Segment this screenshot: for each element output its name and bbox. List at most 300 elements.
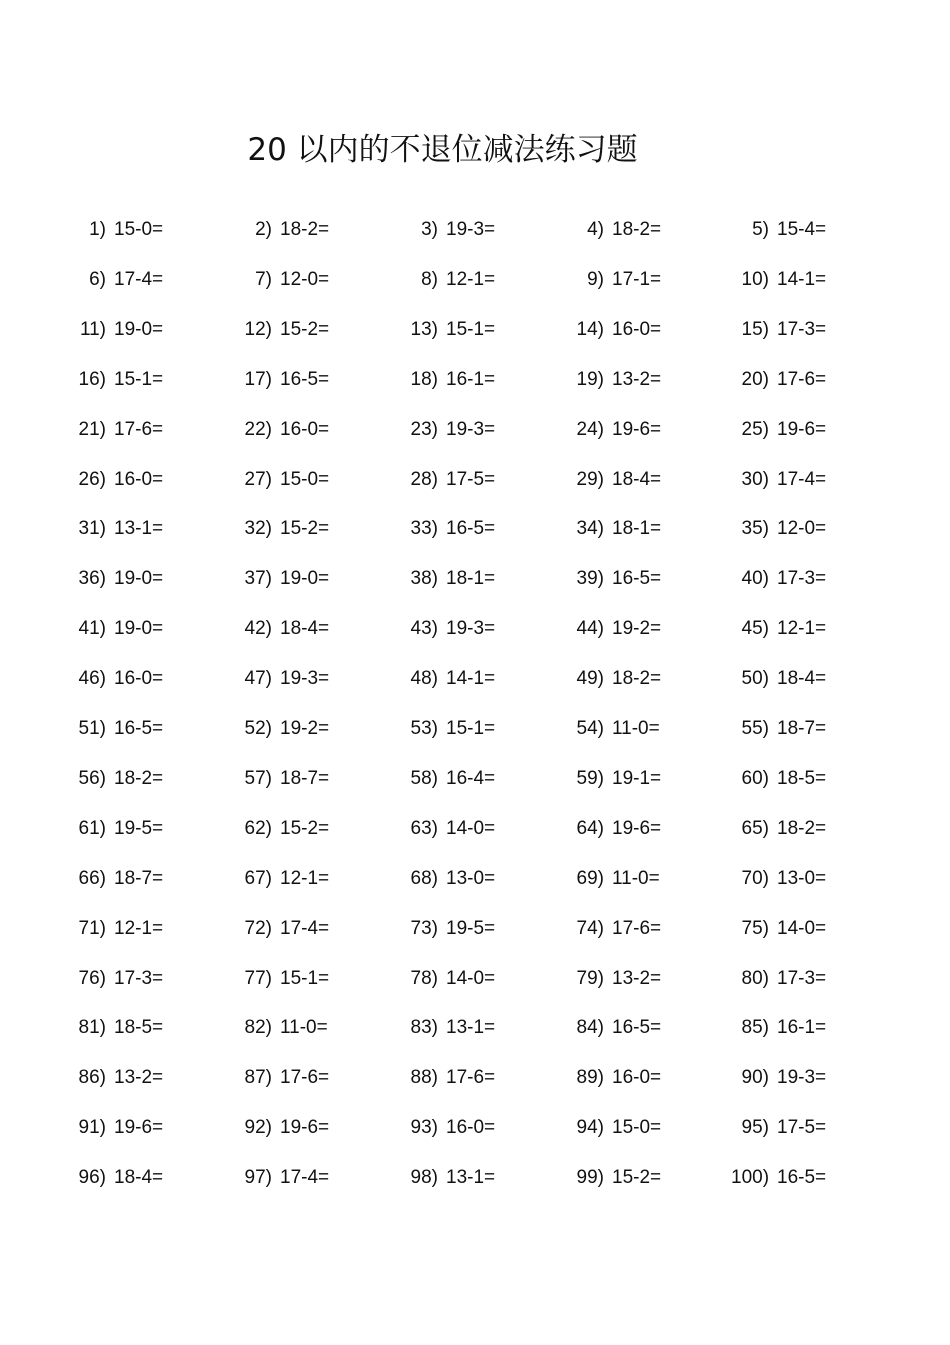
problem-item bbox=[234, 1116, 329, 1140]
problem-item bbox=[68, 667, 163, 691]
problem-number: 95) bbox=[741, 1117, 769, 1138]
problem-number: 57) bbox=[244, 768, 272, 789]
problem-number: 48) bbox=[410, 668, 438, 689]
problem-expression: 17-3= bbox=[114, 968, 164, 989]
problem-item bbox=[731, 268, 826, 292]
problem-expression: 11-0= bbox=[612, 718, 660, 739]
problem-expression: 16-4= bbox=[446, 768, 496, 789]
problem-number: 33) bbox=[410, 518, 438, 539]
problem-expression: 19-5= bbox=[446, 918, 496, 939]
problem-item bbox=[566, 1066, 661, 1090]
problem-expression: 17-4= bbox=[777, 469, 827, 490]
problem-number: 97) bbox=[244, 1167, 272, 1188]
problem-expression: 17-6= bbox=[280, 1067, 330, 1088]
problem-expression: 12-1= bbox=[280, 868, 330, 889]
problem-expression: 15-2= bbox=[280, 319, 330, 340]
problem-expression: 19-2= bbox=[612, 618, 662, 639]
problem-number: 29) bbox=[576, 469, 604, 490]
problem-item bbox=[400, 218, 495, 242]
problem-item bbox=[400, 1166, 495, 1190]
problem-number: 28) bbox=[410, 469, 438, 490]
problem-expression: 15-2= bbox=[612, 1167, 662, 1188]
problem-number: 65) bbox=[741, 818, 769, 839]
problem-expression: 19-6= bbox=[777, 419, 827, 440]
problem-item bbox=[400, 318, 495, 342]
problem-number: 37) bbox=[244, 568, 272, 589]
problem-item bbox=[68, 917, 163, 941]
problem-item bbox=[400, 867, 495, 891]
problem-number: 6) bbox=[89, 269, 106, 290]
problem-number: 91) bbox=[78, 1117, 106, 1138]
problem-item bbox=[566, 817, 661, 841]
problem-number: 9) bbox=[587, 269, 604, 290]
problem-item bbox=[400, 917, 495, 941]
problem-expression: 15-1= bbox=[114, 369, 164, 390]
problem-expression: 17-4= bbox=[280, 918, 330, 939]
problem-number: 60) bbox=[741, 768, 769, 789]
problem-expression: 13-2= bbox=[612, 369, 662, 390]
problem-expression: 13-1= bbox=[114, 518, 164, 539]
problem-number: 31) bbox=[78, 518, 106, 539]
problem-item bbox=[68, 1016, 163, 1040]
problem-expression: 19-3= bbox=[446, 219, 496, 240]
problem-number: 58) bbox=[410, 768, 438, 789]
problem-number: 42) bbox=[244, 618, 272, 639]
problem-item bbox=[731, 967, 826, 991]
problem-expression: 11-0= bbox=[612, 868, 660, 889]
problem-item bbox=[68, 867, 163, 891]
problem-item bbox=[731, 1066, 826, 1090]
problem-item bbox=[566, 218, 661, 242]
problem-item bbox=[400, 717, 495, 741]
problem-number: 68) bbox=[410, 868, 438, 889]
problem-number: 75) bbox=[741, 918, 769, 939]
problem-number: 34) bbox=[576, 518, 604, 539]
problem-item bbox=[68, 468, 163, 492]
problem-item bbox=[731, 717, 826, 741]
problem-item bbox=[400, 817, 495, 841]
problem-item bbox=[731, 517, 826, 541]
problem-number: 80) bbox=[741, 968, 769, 989]
problem-item bbox=[731, 418, 826, 442]
problem-item bbox=[234, 567, 329, 591]
problem-expression: 13-2= bbox=[612, 968, 662, 989]
problem-number: 50) bbox=[741, 668, 769, 689]
problem-number: 2) bbox=[255, 219, 272, 240]
problem-expression: 15-0= bbox=[114, 219, 164, 240]
problem-expression: 19-0= bbox=[114, 319, 164, 340]
problem-item bbox=[234, 368, 329, 392]
problem-number: 21) bbox=[78, 419, 106, 440]
problem-number: 94) bbox=[576, 1117, 604, 1138]
problem-number: 7) bbox=[255, 269, 272, 290]
problem-item bbox=[234, 667, 329, 691]
problem-item bbox=[731, 867, 826, 891]
problem-item bbox=[234, 767, 329, 791]
problem-item bbox=[234, 318, 329, 342]
problem-item bbox=[68, 268, 163, 292]
problem-number: 27) bbox=[244, 469, 272, 490]
problem-item bbox=[68, 517, 163, 541]
problem-number: 96) bbox=[78, 1167, 106, 1188]
problem-expression: 14-1= bbox=[446, 668, 496, 689]
problem-expression: 14-0= bbox=[446, 818, 496, 839]
problem-item bbox=[400, 567, 495, 591]
problem-number: 45) bbox=[741, 618, 769, 639]
problem-item bbox=[400, 1016, 495, 1040]
problem-number: 32) bbox=[244, 518, 272, 539]
problem-number: 87) bbox=[244, 1067, 272, 1088]
problem-number: 90) bbox=[741, 1067, 769, 1088]
problem-item bbox=[731, 917, 826, 941]
problem-number: 25) bbox=[741, 419, 769, 440]
problem-expression: 19-3= bbox=[446, 618, 496, 639]
problem-item bbox=[566, 318, 661, 342]
problem-item bbox=[566, 917, 661, 941]
problem-expression: 19-0= bbox=[114, 568, 164, 589]
problem-expression: 16-1= bbox=[446, 369, 496, 390]
problem-number: 82) bbox=[244, 1017, 272, 1038]
problem-expression: 16-5= bbox=[612, 568, 662, 589]
problem-number: 84) bbox=[576, 1017, 604, 1038]
problem-expression: 19-3= bbox=[280, 668, 330, 689]
problem-number: 30) bbox=[741, 469, 769, 490]
problem-item bbox=[400, 1116, 495, 1140]
problem-number: 18) bbox=[410, 369, 438, 390]
problem-expression: 17-5= bbox=[446, 469, 496, 490]
problem-item bbox=[731, 617, 826, 641]
problem-number: 83) bbox=[410, 1017, 438, 1038]
problem-number: 38) bbox=[410, 568, 438, 589]
problem-item bbox=[400, 418, 495, 442]
problem-number: 69) bbox=[576, 868, 604, 889]
problem-expression: 19-6= bbox=[612, 818, 662, 839]
problem-number: 10) bbox=[741, 269, 769, 290]
problem-item bbox=[234, 867, 329, 891]
problem-number: 46) bbox=[78, 668, 106, 689]
problem-number: 79) bbox=[576, 968, 604, 989]
problem-number: 44) bbox=[576, 618, 604, 639]
problem-item bbox=[731, 1116, 826, 1140]
problem-number: 43) bbox=[410, 618, 438, 639]
problem-expression: 14-1= bbox=[777, 269, 827, 290]
problem-expression: 19-6= bbox=[612, 419, 662, 440]
problem-item bbox=[400, 368, 495, 392]
problem-expression: 12-1= bbox=[777, 618, 827, 639]
problem-item bbox=[400, 617, 495, 641]
problem-number: 52) bbox=[244, 718, 272, 739]
problem-number: 39) bbox=[576, 568, 604, 589]
problem-expression: 17-5= bbox=[777, 1117, 827, 1138]
problem-expression: 18-2= bbox=[280, 219, 330, 240]
problem-expression: 19-0= bbox=[114, 618, 164, 639]
problem-number: 98) bbox=[410, 1167, 438, 1188]
problem-expression: 15-4= bbox=[777, 219, 827, 240]
problem-number: 40) bbox=[741, 568, 769, 589]
problem-expression: 17-4= bbox=[280, 1167, 330, 1188]
problem-expression: 15-1= bbox=[280, 968, 330, 989]
problem-number: 16) bbox=[78, 369, 106, 390]
problem-item bbox=[400, 967, 495, 991]
problem-expression: 18-2= bbox=[612, 668, 662, 689]
problem-expression: 16-1= bbox=[777, 1017, 827, 1038]
problem-expression: 16-0= bbox=[114, 668, 164, 689]
problem-expression: 19-3= bbox=[446, 419, 496, 440]
problem-number: 12) bbox=[244, 319, 272, 340]
problem-item bbox=[566, 867, 660, 891]
problem-expression: 13-0= bbox=[446, 868, 496, 889]
page-title: 20 以内的不退位减法练习题 bbox=[247, 132, 638, 168]
problem-expression: 15-2= bbox=[280, 518, 330, 539]
problem-item bbox=[400, 468, 495, 492]
problem-number: 56) bbox=[78, 768, 106, 789]
problem-item bbox=[68, 967, 163, 991]
problem-expression: 18-4= bbox=[612, 469, 662, 490]
problem-expression: 13-2= bbox=[114, 1067, 164, 1088]
problem-item bbox=[234, 517, 329, 541]
problem-number: 93) bbox=[410, 1117, 438, 1138]
problem-number: 86) bbox=[78, 1067, 106, 1088]
problem-expression: 17-4= bbox=[114, 269, 164, 290]
problem-item bbox=[68, 767, 163, 791]
problem-item bbox=[400, 767, 495, 791]
problem-expression: 18-5= bbox=[777, 768, 827, 789]
problem-item bbox=[566, 1116, 661, 1140]
problem-number: 47) bbox=[244, 668, 272, 689]
problem-number: 11) bbox=[79, 319, 106, 340]
problem-expression: 18-5= bbox=[114, 1017, 164, 1038]
problem-expression: 19-5= bbox=[114, 818, 164, 839]
problem-expression: 12-0= bbox=[280, 269, 330, 290]
problem-number: 72) bbox=[244, 918, 272, 939]
problem-item bbox=[68, 567, 163, 591]
problem-expression: 13-1= bbox=[446, 1017, 496, 1038]
problem-number: 53) bbox=[410, 718, 438, 739]
problem-expression: 17-6= bbox=[446, 1067, 496, 1088]
problem-item bbox=[400, 1066, 495, 1090]
problem-number: 59) bbox=[576, 768, 604, 789]
problem-item bbox=[68, 318, 163, 342]
problem-number: 41) bbox=[78, 618, 106, 639]
problem-number: 73) bbox=[410, 918, 438, 939]
problem-expression: 18-1= bbox=[446, 568, 496, 589]
problem-item bbox=[566, 567, 661, 591]
problem-item bbox=[234, 917, 329, 941]
problem-number: 14) bbox=[576, 319, 604, 340]
problem-expression: 16-0= bbox=[446, 1117, 496, 1138]
problem-expression: 12-1= bbox=[446, 269, 496, 290]
problem-expression: 19-6= bbox=[280, 1117, 330, 1138]
problem-expression: 19-1= bbox=[612, 768, 662, 789]
problem-expression: 12-1= bbox=[114, 918, 164, 939]
problem-item bbox=[234, 1066, 329, 1090]
problem-expression: 19-0= bbox=[280, 568, 330, 589]
problem-number: 77) bbox=[244, 968, 272, 989]
problem-item bbox=[400, 667, 495, 691]
problem-expression: 17-6= bbox=[114, 419, 164, 440]
problem-expression: 18-2= bbox=[114, 768, 164, 789]
problem-number: 36) bbox=[78, 568, 106, 589]
problem-number: 23) bbox=[410, 419, 438, 440]
problem-number: 61) bbox=[78, 818, 106, 839]
problem-expression: 18-2= bbox=[777, 818, 827, 839]
problem-expression: 18-4= bbox=[114, 1167, 164, 1188]
problem-item bbox=[566, 617, 661, 641]
problem-number: 89) bbox=[576, 1067, 604, 1088]
problem-item bbox=[68, 368, 163, 392]
problem-expression: 16-5= bbox=[777, 1167, 827, 1188]
problem-expression: 16-0= bbox=[114, 469, 164, 490]
problem-item bbox=[731, 817, 826, 841]
problem-item bbox=[731, 318, 826, 342]
problem-expression: 14-0= bbox=[446, 968, 496, 989]
problem-number: 67) bbox=[244, 868, 272, 889]
problem-expression: 15-2= bbox=[280, 818, 330, 839]
problem-number: 92) bbox=[244, 1117, 272, 1138]
problem-number: 19) bbox=[576, 369, 604, 390]
problem-item bbox=[234, 617, 329, 641]
problem-expression: 19-3= bbox=[777, 1067, 827, 1088]
problem-item bbox=[234, 817, 329, 841]
problem-item bbox=[68, 418, 163, 442]
problem-expression: 18-7= bbox=[280, 768, 330, 789]
problem-item bbox=[68, 1166, 163, 1190]
problem-item bbox=[234, 1016, 328, 1040]
problem-expression: 13-1= bbox=[446, 1167, 496, 1188]
problem-expression: 17-6= bbox=[777, 369, 827, 390]
problem-item bbox=[566, 1016, 661, 1040]
problem-expression: 17-3= bbox=[777, 319, 827, 340]
problem-number: 20) bbox=[741, 369, 769, 390]
problem-number: 22) bbox=[244, 419, 272, 440]
problem-expression: 18-4= bbox=[777, 668, 827, 689]
problem-expression: 16-5= bbox=[114, 718, 164, 739]
problem-number: 17) bbox=[244, 369, 272, 390]
problem-item bbox=[566, 717, 660, 741]
problem-number: 15) bbox=[741, 319, 769, 340]
problem-expression: 13-0= bbox=[777, 868, 827, 889]
problem-item bbox=[234, 717, 329, 741]
problem-item bbox=[68, 1066, 163, 1090]
problem-item bbox=[731, 218, 826, 242]
problem-item bbox=[566, 418, 661, 442]
problem-number: 55) bbox=[741, 718, 769, 739]
problem-expression: 16-5= bbox=[280, 369, 330, 390]
problem-number: 88) bbox=[410, 1067, 438, 1088]
problem-number: 8) bbox=[421, 269, 438, 290]
problem-expression: 14-0= bbox=[777, 918, 827, 939]
problem-number: 3) bbox=[421, 219, 438, 240]
problem-expression: 17-3= bbox=[777, 968, 827, 989]
problem-item bbox=[566, 268, 661, 292]
problem-expression: 11-0= bbox=[280, 1017, 328, 1038]
problem-expression: 18-7= bbox=[114, 868, 164, 889]
problem-expression: 18-2= bbox=[612, 219, 662, 240]
problem-item bbox=[234, 268, 329, 292]
problem-expression: 16-5= bbox=[612, 1017, 662, 1038]
problem-number: 5) bbox=[752, 219, 769, 240]
problem-expression: 16-0= bbox=[612, 319, 662, 340]
problem-item bbox=[731, 767, 826, 791]
problem-number: 71) bbox=[78, 918, 106, 939]
problem-item bbox=[731, 368, 826, 392]
problem-number: 24) bbox=[576, 419, 604, 440]
problem-item bbox=[68, 717, 163, 741]
problem-number: 64) bbox=[576, 818, 604, 839]
problem-number: 63) bbox=[410, 818, 438, 839]
problem-item bbox=[731, 667, 826, 691]
problem-item bbox=[68, 218, 163, 242]
problem-number: 26) bbox=[78, 469, 106, 490]
problem-expression: 17-1= bbox=[612, 269, 662, 290]
problem-number: 100) bbox=[731, 1167, 770, 1188]
problem-number: 76) bbox=[78, 968, 106, 989]
problem-number: 49) bbox=[576, 668, 604, 689]
problem-number: 4) bbox=[587, 219, 604, 240]
problem-item bbox=[731, 567, 826, 591]
problem-number: 62) bbox=[244, 818, 272, 839]
problem-number: 35) bbox=[741, 518, 769, 539]
problem-expression: 16-0= bbox=[280, 419, 330, 440]
problem-item bbox=[566, 1166, 661, 1190]
problem-number: 70) bbox=[741, 868, 769, 889]
problem-number: 81) bbox=[78, 1017, 106, 1038]
problem-number: 66) bbox=[78, 868, 106, 889]
problem-item bbox=[731, 468, 826, 492]
problem-expression: 15-1= bbox=[446, 718, 496, 739]
problem-expression: 16-0= bbox=[612, 1067, 662, 1088]
problem-item bbox=[234, 1166, 329, 1190]
problem-expression: 19-6= bbox=[114, 1117, 164, 1138]
problem-item bbox=[566, 517, 661, 541]
problem-item bbox=[566, 767, 661, 791]
problem-expression: 15-1= bbox=[446, 319, 496, 340]
problem-item bbox=[68, 817, 163, 841]
problem-item bbox=[731, 1016, 826, 1040]
problem-number: 13) bbox=[410, 319, 438, 340]
problem-expression: 17-6= bbox=[612, 918, 662, 939]
problem-expression: 19-2= bbox=[280, 718, 330, 739]
problem-item bbox=[566, 368, 661, 392]
problem-item bbox=[731, 1166, 826, 1190]
problem-item bbox=[234, 468, 329, 492]
problem-expression: 12-0= bbox=[777, 518, 827, 539]
problem-item bbox=[566, 667, 661, 691]
problem-expression: 17-3= bbox=[777, 568, 827, 589]
problem-expression: 18-1= bbox=[612, 518, 662, 539]
problem-item bbox=[566, 468, 661, 492]
problem-item bbox=[234, 967, 329, 991]
problem-item bbox=[566, 967, 661, 991]
problem-item bbox=[400, 517, 495, 541]
problem-item bbox=[68, 617, 163, 641]
problem-number: 74) bbox=[576, 918, 604, 939]
problem-number: 54) bbox=[576, 718, 604, 739]
problem-item bbox=[234, 418, 329, 442]
problem-expression: 15-0= bbox=[280, 469, 330, 490]
problem-number: 99) bbox=[576, 1167, 604, 1188]
problem-number: 1) bbox=[89, 219, 106, 240]
problem-expression: 18-7= bbox=[777, 718, 827, 739]
problem-item bbox=[234, 218, 329, 242]
problem-item bbox=[68, 1116, 163, 1140]
problem-expression: 15-0= bbox=[612, 1117, 662, 1138]
problem-item bbox=[400, 268, 495, 292]
problem-expression: 16-5= bbox=[446, 518, 496, 539]
problem-number: 78) bbox=[410, 968, 438, 989]
problem-expression: 18-4= bbox=[280, 618, 330, 639]
problem-number: 51) bbox=[78, 718, 106, 739]
